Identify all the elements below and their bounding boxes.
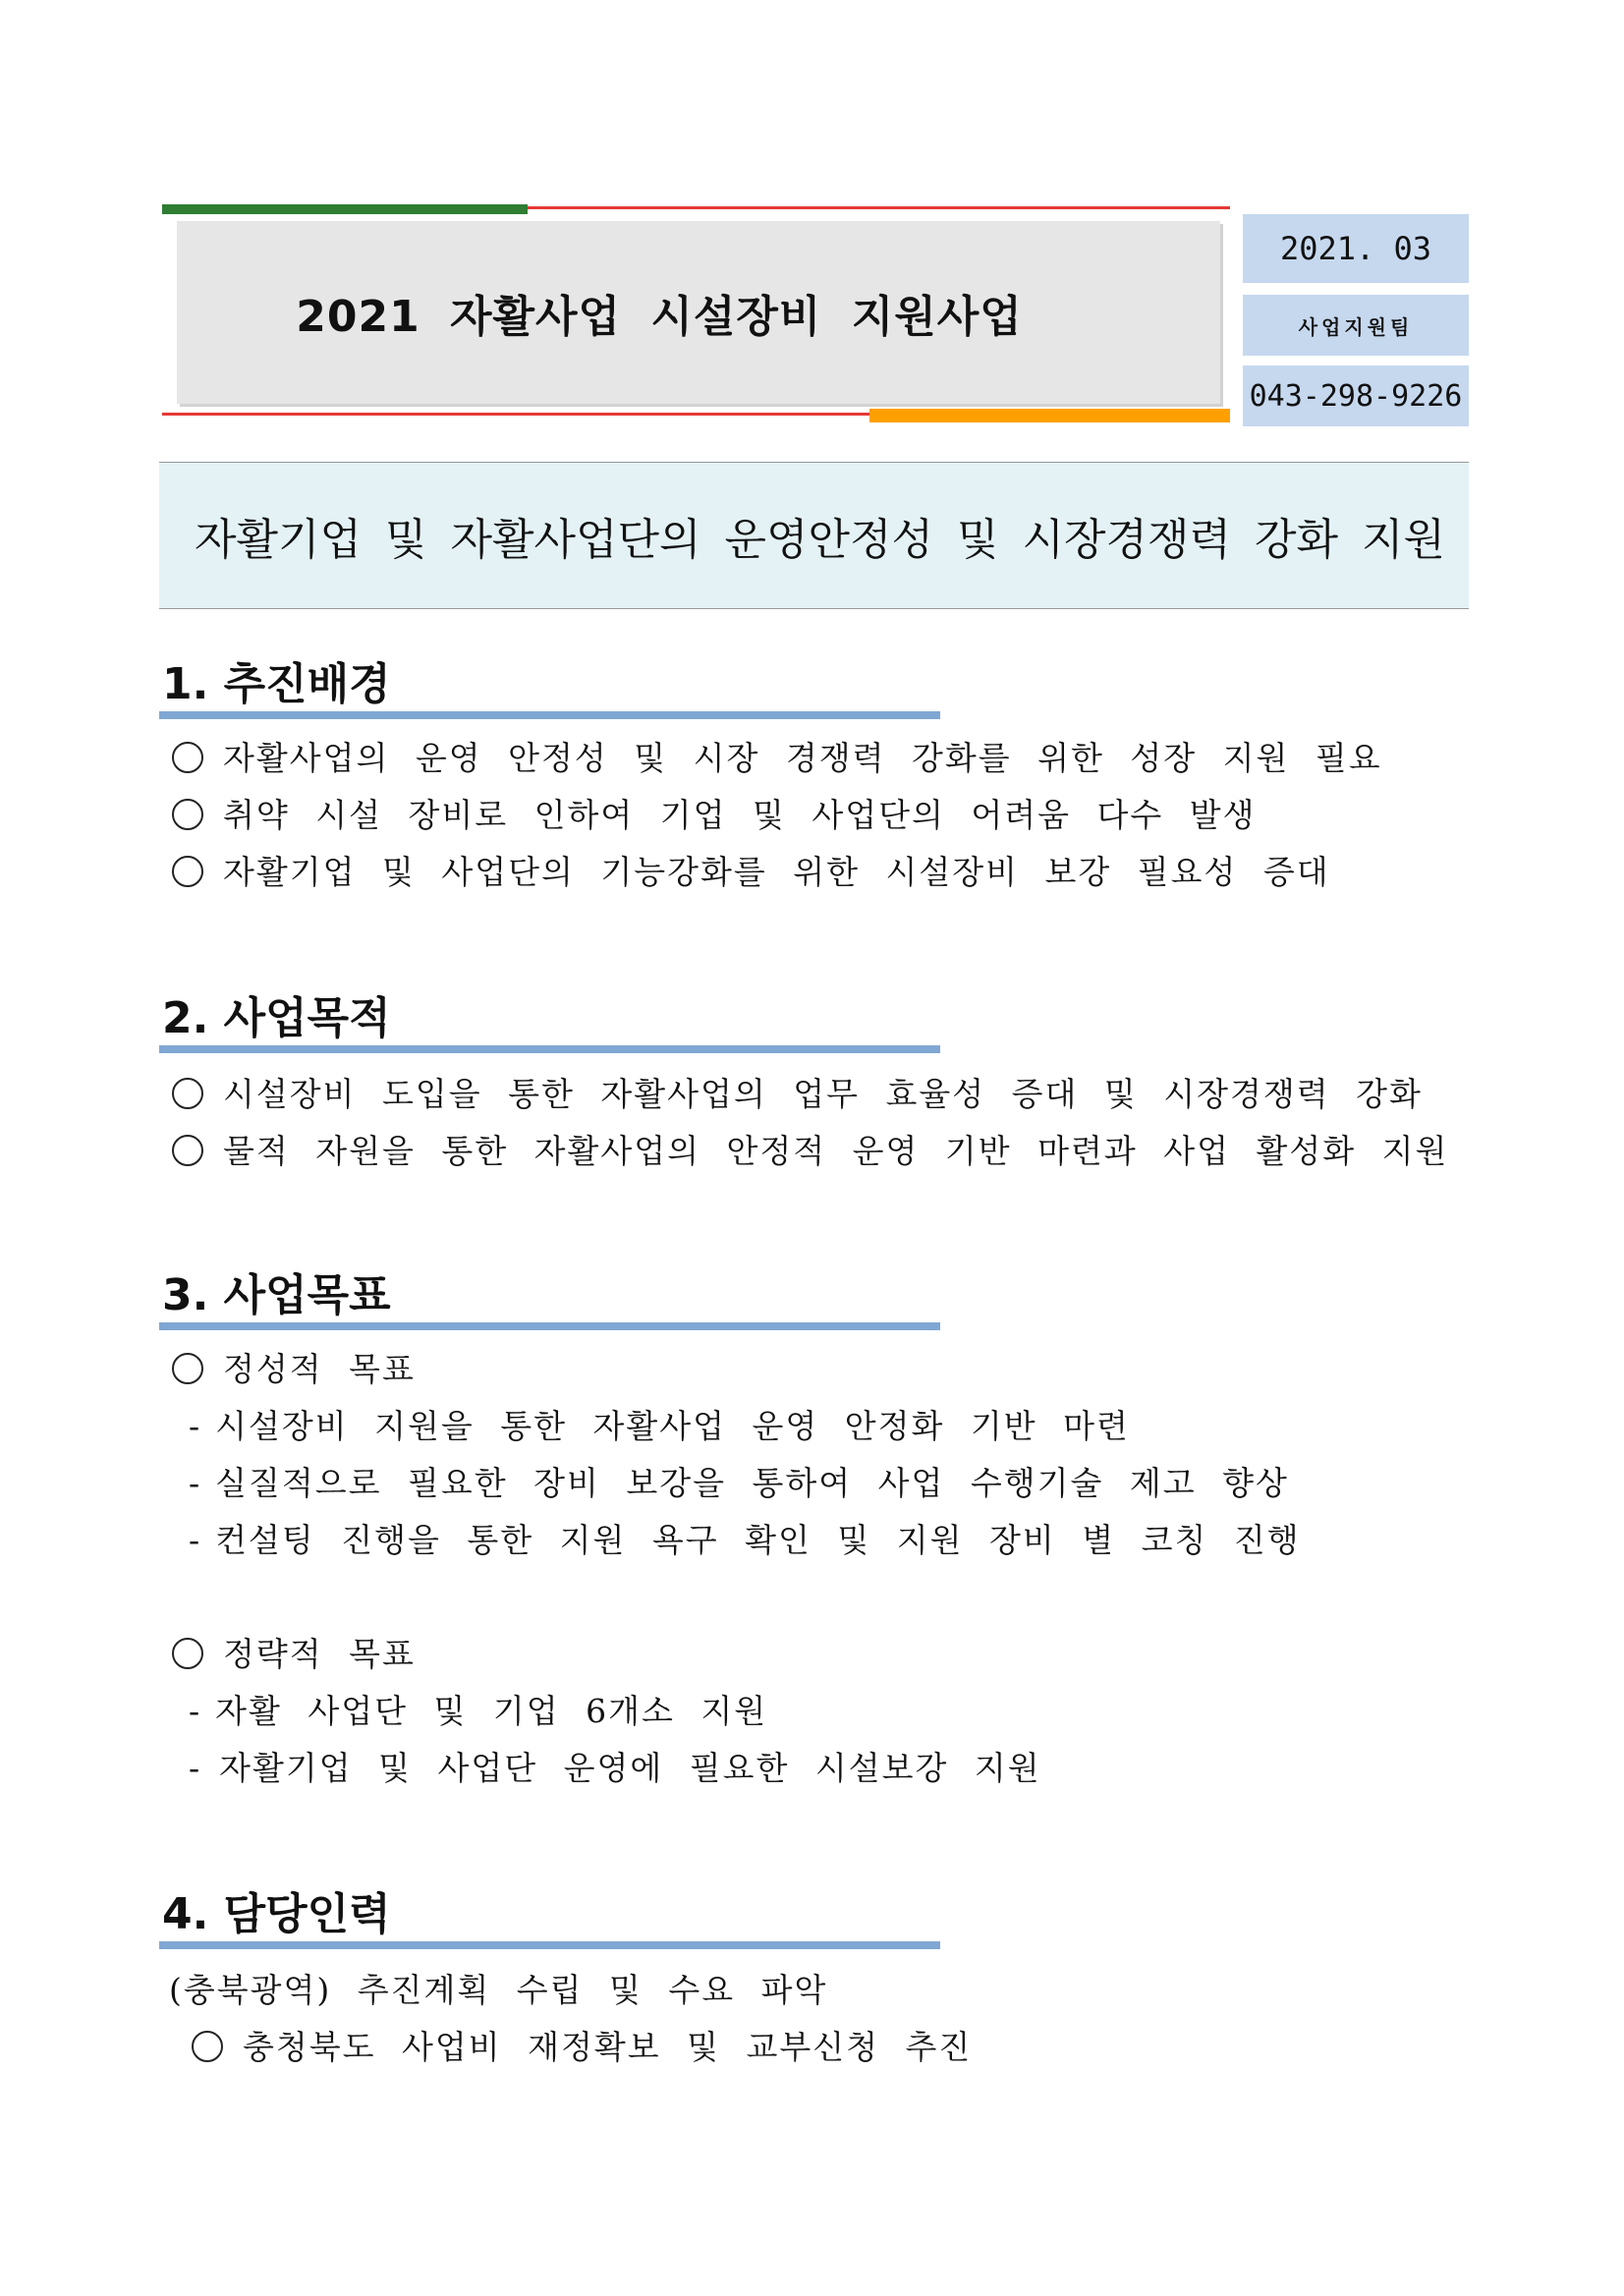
phone-text: 043-298-9226 [1249, 378, 1463, 414]
circle-bullet-icon [172, 799, 203, 830]
section-rule [159, 711, 940, 719]
circle-bullet-icon [172, 1135, 203, 1166]
section-rule [159, 1045, 940, 1053]
group-heading: 정략적 목표 [172, 1629, 416, 1675]
list-item: - 자활 사업단 및 기업 6개소 지원 [189, 1692, 768, 1730]
team-box [1243, 295, 1469, 356]
header-top-red-line [528, 206, 1230, 209]
dash-bullet-icon: - [189, 1407, 202, 1445]
circle-bullet-icon [172, 1078, 203, 1109]
header-top-green-bar [162, 204, 528, 214]
section-title-background: 1. 추진배경 [162, 659, 391, 709]
dash-bullet-icon: - [189, 1521, 202, 1559]
list-item: - 실질적으로 필요한 장비 보강을 통하여 사업 수행기술 제고 향상 [189, 1464, 1289, 1502]
section-title-goals: 3. 사업목표 [162, 1270, 391, 1320]
list-item: 자활사업의 운영 안정성 및 시장 경쟁력 강화를 위한 성장 지원 필요 [172, 733, 1382, 779]
section-rule [159, 1941, 940, 1949]
header-bottom-orange-bar [869, 409, 1230, 422]
circle-bullet-icon [172, 742, 203, 773]
lead-text: (충북광역) 추진계획 수립 및 수요 파악 [169, 1971, 828, 2009]
list-item: - 시설장비 지원을 통한 자활사업 운영 안정화 기반 마련 [189, 1407, 1130, 1445]
subtitle-box [159, 462, 1469, 609]
header-bottom-red-line [162, 413, 869, 416]
circle-bullet-icon [172, 856, 203, 887]
list-item: - 자활기업 및 사업단 운영에 필요한 시설보강 지원 [189, 1749, 1041, 1787]
list-item: - 컨설팅 진행을 통한 지원 욕구 확인 및 지원 장비 별 코칭 진행 [189, 1521, 1301, 1559]
dash-bullet-icon: - [189, 1464, 202, 1502]
date-text: 2021. 03 [1279, 230, 1432, 267]
section-title-purpose: 2. 사업목적 [162, 993, 391, 1043]
circle-bullet-icon [172, 1353, 203, 1384]
dash-bullet-icon: - [189, 1749, 202, 1787]
group-heading: 정성적 목표 [172, 1344, 416, 1390]
section-rule [159, 1322, 940, 1330]
date-box [1243, 214, 1469, 283]
circle-bullet-icon [192, 2031, 223, 2062]
list-item: 충청북도 사업비 재정확보 및 교부신청 추진 [192, 2022, 972, 2068]
subtitle-text: 자활기업 및 자활사업단의 운영안정성 및 시장경쟁력 강화 지원 [195, 515, 1446, 565]
list-item: 물적 자원을 통한 자활사업의 안정적 운영 기반 마련과 사업 활성화 지원 [172, 1126, 1448, 1172]
header-title-box [177, 221, 1220, 404]
section-title-staff: 4. 담당인력 [162, 1889, 391, 1939]
page-title: 2021 자활사업 시설장비 지원사업 [296, 292, 1023, 342]
list-item: 자활기업 및 사업단의 기능강화를 위한 시설장비 보강 필요성 증대 [172, 847, 1330, 893]
circle-bullet-icon [172, 1638, 203, 1669]
team-text: 사업지원팀 [1298, 314, 1414, 339]
list-item: 취약 시설 장비로 인하여 기업 및 사업단의 어려움 다수 발생 [172, 790, 1256, 836]
list-item: 시설장비 도입을 통한 자활사업의 업무 효율성 증대 및 시장경쟁력 강화 [172, 1069, 1423, 1115]
phone-box [1243, 365, 1469, 426]
dash-bullet-icon: - [189, 1692, 202, 1730]
